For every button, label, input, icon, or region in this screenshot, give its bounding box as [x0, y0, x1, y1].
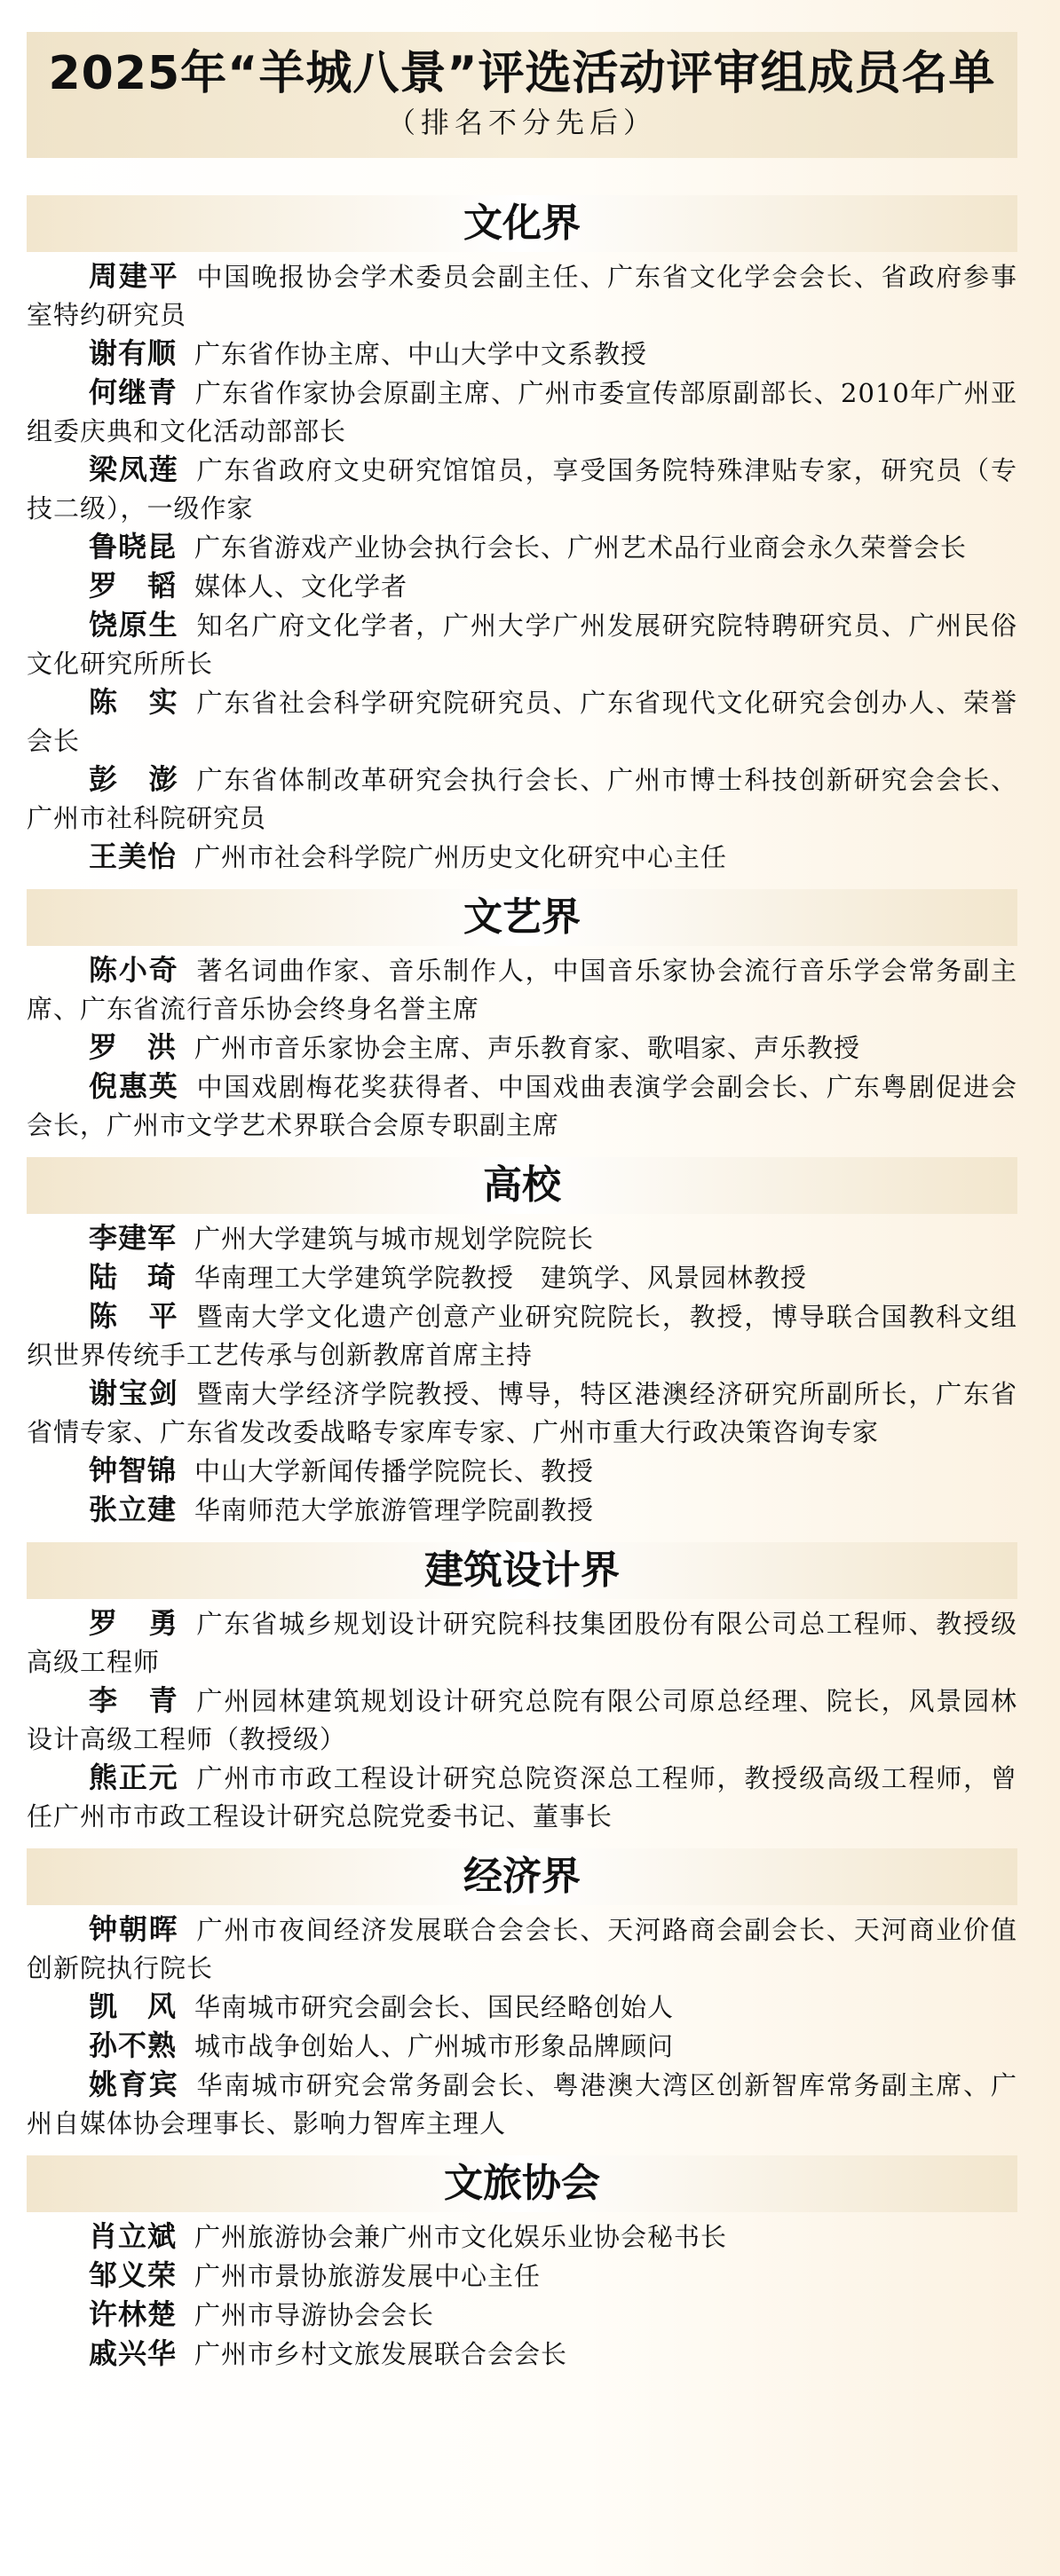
member-entry: [27, 1028, 1017, 1067]
member-description: 广东省社会科学研究院研究员、广东省现代文化研究会创办人、荣誉会长: [27, 688, 1017, 756]
member-name: 鲁晓昆: [89, 530, 178, 563]
section-heading: 高校: [27, 1157, 1017, 1214]
member-description: 媒体人、文化学者: [194, 571, 408, 602]
member-entry: [27, 2027, 1017, 2066]
section-heading: 文旅协会: [27, 2155, 1017, 2212]
member-name: 熊正元: [89, 1761, 179, 1794]
member-entry: [27, 1219, 1017, 1258]
member-entry: [27, 2335, 1017, 2374]
member-description: 中国戏剧梅花奖获得者、中国戏曲表演学会副会长、广东粤剧促进会会长，广州市文学艺术界联合会原专职副主席: [27, 1072, 1017, 1140]
member-description: 广州市导游协会会长: [194, 2300, 435, 2330]
member-description: 广州市夜间经济发展联合会会长、天河路商会副会长、天河商业价值创新院执行院长: [27, 1915, 1017, 1983]
section-heading: 文艺界: [27, 889, 1017, 946]
member-name: 谢有顺: [89, 336, 178, 370]
member-name: 钟智锦: [89, 1453, 178, 1487]
member-entry: [27, 1258, 1017, 1297]
member-description: 华南城市研究会副会长、国民经略创始人: [194, 1992, 675, 2022]
member-entry: [27, 1910, 1017, 1988]
member-entry: [27, 760, 1017, 838]
member-name: 王美怡: [89, 839, 178, 873]
member-name: 何继青: [89, 375, 178, 409]
member-entry: [27, 1759, 1017, 1836]
member-entry: [27, 374, 1017, 451]
member-name: 陈小奇: [89, 953, 179, 987]
member-name: 梁凤莲: [89, 453, 179, 486]
member-entry: [27, 335, 1017, 374]
member-sections: [27, 195, 1017, 2374]
member-description: 广州园林建筑规划设计研究总院有限公司原总经理、院长，风景园林设计高级工程师（教授级）: [27, 1686, 1017, 1754]
member-description: 广州旅游协会兼广州市文化娱乐业协会秘书长: [194, 2222, 728, 2252]
member-description: 暨南大学经济学院教授、博导，特区港澳经济研究所副所长，广东省省情专家、广东省发改委战略专家库专家、广州市重大行政决策咨询专家: [27, 1379, 1017, 1447]
member-entry: [27, 1491, 1017, 1530]
member-name: 罗 韬: [89, 569, 178, 603]
member-name: 邹义荣: [89, 2258, 178, 2292]
member-name: 倪惠英: [89, 1069, 179, 1103]
member-entry: [27, 1604, 1017, 1682]
member-entry: [27, 1682, 1017, 1759]
member-description: 中国晚报协会学术委员会副主任、广东省文化学会会长、省政府参事室特约研究员: [27, 262, 1017, 330]
member-name: 李 青: [89, 1683, 179, 1717]
member-description: 广东省作家协会原副主席、广州市委宣传部原副部长、2010年广州亚组委庆典和文化活动部部长: [27, 378, 1017, 446]
member-entry: [27, 2066, 1017, 2143]
member-name: 陈 平: [89, 1299, 179, 1333]
member-description: 广州市市政工程设计研究总院资深总工程师，教授级高级工程师，曾任广州市市政工程设计研究总院党委书记、董事长: [27, 1763, 1017, 1832]
member-description: 著名词曲作家、音乐制作人，中国音乐家协会流行音乐学会常务副主席、广东省流行音乐协会终身名誉主席: [27, 956, 1017, 1024]
member-description: 广东省城乡规划设计研究院科技集团股份有限公司总工程师、教授级高级工程师: [27, 1609, 1017, 1677]
member-name: 张立建: [89, 1493, 178, 1526]
member-description: 广东省作协主席、中山大学中文系教授: [194, 339, 648, 369]
member-description: 广州市乡村文旅发展联合会会长: [194, 2339, 568, 2369]
member-name: 孙不熟: [89, 2029, 178, 2062]
member-entry: [27, 606, 1017, 683]
member-entry: [27, 1297, 1017, 1375]
member-entry: [27, 528, 1017, 567]
member-name: 姚育宾: [89, 2068, 179, 2101]
member-name: 肖立斌: [89, 2219, 178, 2253]
section-heading: 建筑设计界: [27, 1542, 1017, 1599]
member-name: 李建军: [89, 1221, 178, 1255]
member-description: 广州市音乐家协会主席、声乐教育家、歌唱家、声乐教授: [194, 1033, 861, 1063]
member-entry: [27, 567, 1017, 606]
member-description: 广东省政府文史研究馆馆员，享受国务院特殊津贴专家，研究员（专技二级），一级作家: [27, 455, 1017, 524]
section-heading: 文化界: [27, 195, 1017, 252]
member-entry: [27, 257, 1017, 335]
section-heading: 经济界: [27, 1848, 1017, 1905]
member-description: 中山大学新闻传播学院院长、教授: [194, 1456, 595, 1486]
member-entry: [27, 951, 1017, 1028]
member-entry: [27, 683, 1017, 760]
member-description: 城市战争创始人、广州城市形象品牌顾问: [194, 2031, 675, 2061]
member-entry: [27, 2218, 1017, 2257]
page-title: 2025年“羊城八景”评选活动评审组成员名单: [48, 47, 996, 100]
member-description: 广州大学建筑与城市规划学院院长: [194, 1224, 595, 1254]
member-name: 许林楚: [89, 2297, 178, 2331]
member-name: 谢宝剑: [89, 1376, 179, 1410]
member-name: 陆 琦: [89, 1260, 178, 1294]
member-description: 广东省游戏产业协会执行会长、广州艺术品行业商会永久荣誉会长: [194, 532, 968, 563]
member-entry: [27, 838, 1017, 877]
member-name: 饶原生: [89, 608, 179, 642]
member-name: 陈 实: [89, 685, 179, 719]
member-entry: [27, 2296, 1017, 2335]
member-name: 钟朝晖: [89, 1912, 179, 1946]
member-description: 华南师范大学旅游管理学院副教授: [194, 1495, 595, 1525]
member-entry: [27, 1375, 1017, 1452]
member-name: 罗 洪: [89, 1030, 178, 1064]
member-description: 广州市景协旅游发展中心主任: [194, 2261, 542, 2291]
member-entry: [27, 1988, 1017, 2027]
member-description: 华南理工大学建筑学院教授 建筑学、风景园林教授: [194, 1263, 808, 1293]
title-banner: [27, 32, 1017, 158]
member-entry: [27, 451, 1017, 528]
page-subtitle: （排名不分先后）: [386, 106, 657, 139]
member-description: 暨南大学文化遗产创意产业研究院院长，教授，博导联合国教科文组织世界传统手工艺传承与创新教席首席主持: [27, 1302, 1017, 1370]
member-description: 广东省体制改革研究会执行会长、广州市博士科技创新研究会会长、广州市社科院研究员: [27, 765, 1017, 833]
member-name: 凯 风: [89, 1989, 178, 2023]
member-name: 罗 勇: [89, 1606, 179, 1640]
member-entry: [27, 1067, 1017, 1145]
member-name: 彭 澎: [89, 762, 179, 796]
member-name: 戚兴华: [89, 2336, 178, 2370]
member-description: 广州市社会科学院广州历史文化研究中心主任: [194, 842, 728, 872]
member-entry: [27, 1452, 1017, 1491]
member-description: 知名广府文化学者，广州大学广州发展研究院特聘研究员、广州民俗文化研究所所长: [27, 611, 1017, 679]
member-description: 华南城市研究会常务副会长、粤港澳大湾区创新智库常务副主席、广州自媒体协会理事长、影响力智库主理人: [27, 2070, 1017, 2139]
member-entry: [27, 2257, 1017, 2296]
member-name: 周建平: [89, 259, 179, 293]
